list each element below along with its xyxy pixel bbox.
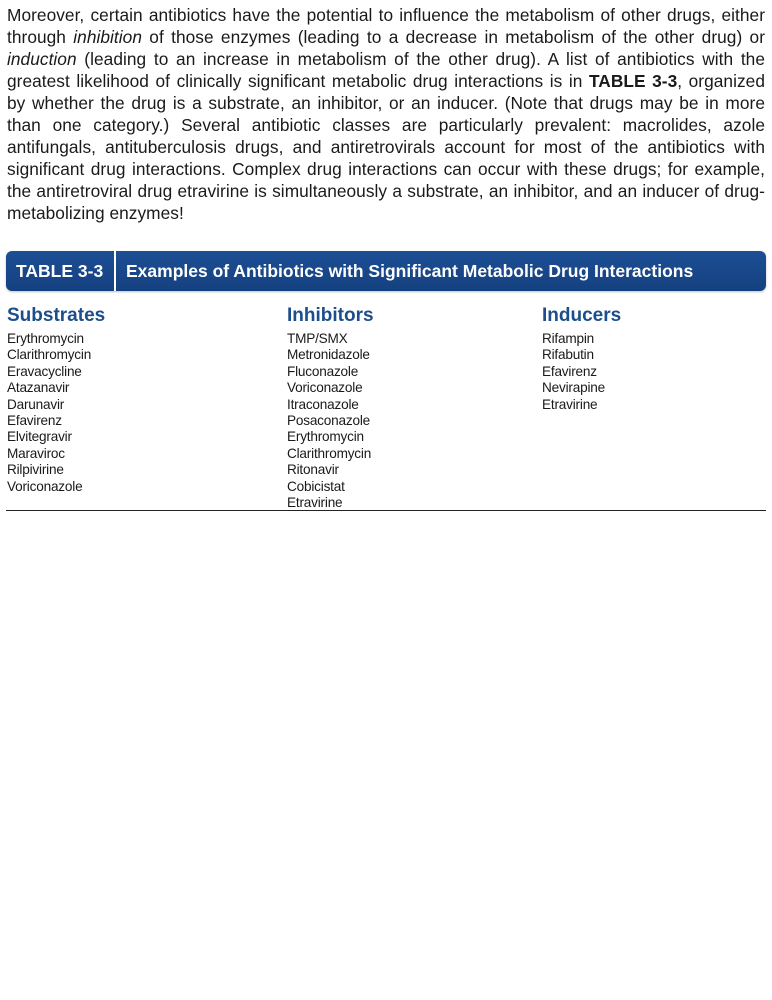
list-item: Rilpivirine	[7, 462, 64, 478]
substrates-column	[7, 305, 105, 495]
list-item: Efavirenz	[542, 363, 597, 379]
inhibitors-column	[287, 305, 374, 511]
list-item: TMP/SMX	[287, 331, 348, 346]
table-reference: TABLE 3-3	[588, 71, 678, 91]
inducers-column	[542, 305, 621, 413]
list-item: Eravacycline	[7, 363, 82, 379]
body-paragraph	[7, 4, 765, 224]
column-heading-substrates: Substrates	[7, 305, 106, 326]
list-item: Erythromycin	[287, 429, 364, 445]
list-item: Maraviroc	[7, 445, 65, 461]
paragraph-emphasis-inhibition: inhibition	[73, 27, 142, 47]
list-item: Elvitegravir	[7, 429, 72, 445]
list-item: Rifabutin	[542, 347, 594, 363]
list-item: Efavirenz	[7, 413, 62, 429]
list-item: Clarithromycin	[287, 445, 372, 461]
column-heading-inducers: Inducers	[542, 305, 622, 326]
list-item: Cobicistat	[287, 478, 345, 494]
list-item: Atazanavir	[7, 380, 70, 396]
list-item: Darunavir	[7, 396, 65, 412]
paragraph-text-3: (leading to an increase in metabolism of the other drug). A list of antibiotics with the greatest likelihood of clinically significant metabolic drug interactions is in	[7, 49, 765, 91]
list-item: Erythromycin	[7, 331, 84, 346]
list-item: Voriconazole	[7, 478, 83, 494]
paragraph-text-4: , organized by whether the drug is a substrate, an inhibitor, or an inducer. (Note that drugs may be in more than one category.) Several antibiotic classes are particularly prevalent: macrolides, azole antifungals, antituberculosis drugs, and antiretrovirals account for most of the antibiotics with significant drug interactions. Complex drug interactions can occur with these drugs; for example, the antiretroviral drug etravirine is simultaneously a substrate, an inhibitor, and an inducer of drug-metabolizing enzymes!	[7, 71, 765, 223]
list-item: Nevirapine	[542, 380, 605, 396]
list-item: Etravirine	[287, 495, 343, 511]
table-bottom-rule	[6, 510, 766, 511]
paragraph-text-1: Moreover, certain antibiotics have the potential to influence the metabolism of other drugs, either through	[7, 5, 765, 47]
substrates-list	[7, 331, 105, 495]
list-item: Rifampin	[542, 331, 595, 346]
list-item: Voriconazole	[287, 380, 363, 396]
table-header-bar	[6, 251, 766, 291]
paragraph-text-2: of those enzymes (leading to a decrease in metabolism of the other drug) or	[141, 27, 766, 47]
list-item: Fluconazole	[287, 363, 359, 379]
table-number: TABLE 3-3	[6, 251, 116, 291]
inducers-list	[542, 331, 621, 413]
list-item: Posaconazole	[287, 413, 370, 429]
paragraph-emphasis-induction: induction	[7, 49, 77, 69]
table-title: Examples of Antibiotics with Significant Metabolic Drug Interactions	[126, 260, 694, 281]
list-item: Itraconazole	[287, 396, 359, 412]
column-heading-inhibitors: Inhibitors	[287, 305, 374, 326]
list-item: Clarithromycin	[7, 347, 92, 363]
list-item: Ritonavir	[287, 462, 339, 478]
list-item: Etravirine	[542, 396, 598, 412]
inhibitors-list	[287, 331, 374, 511]
list-item: Metronidazole	[287, 347, 370, 363]
